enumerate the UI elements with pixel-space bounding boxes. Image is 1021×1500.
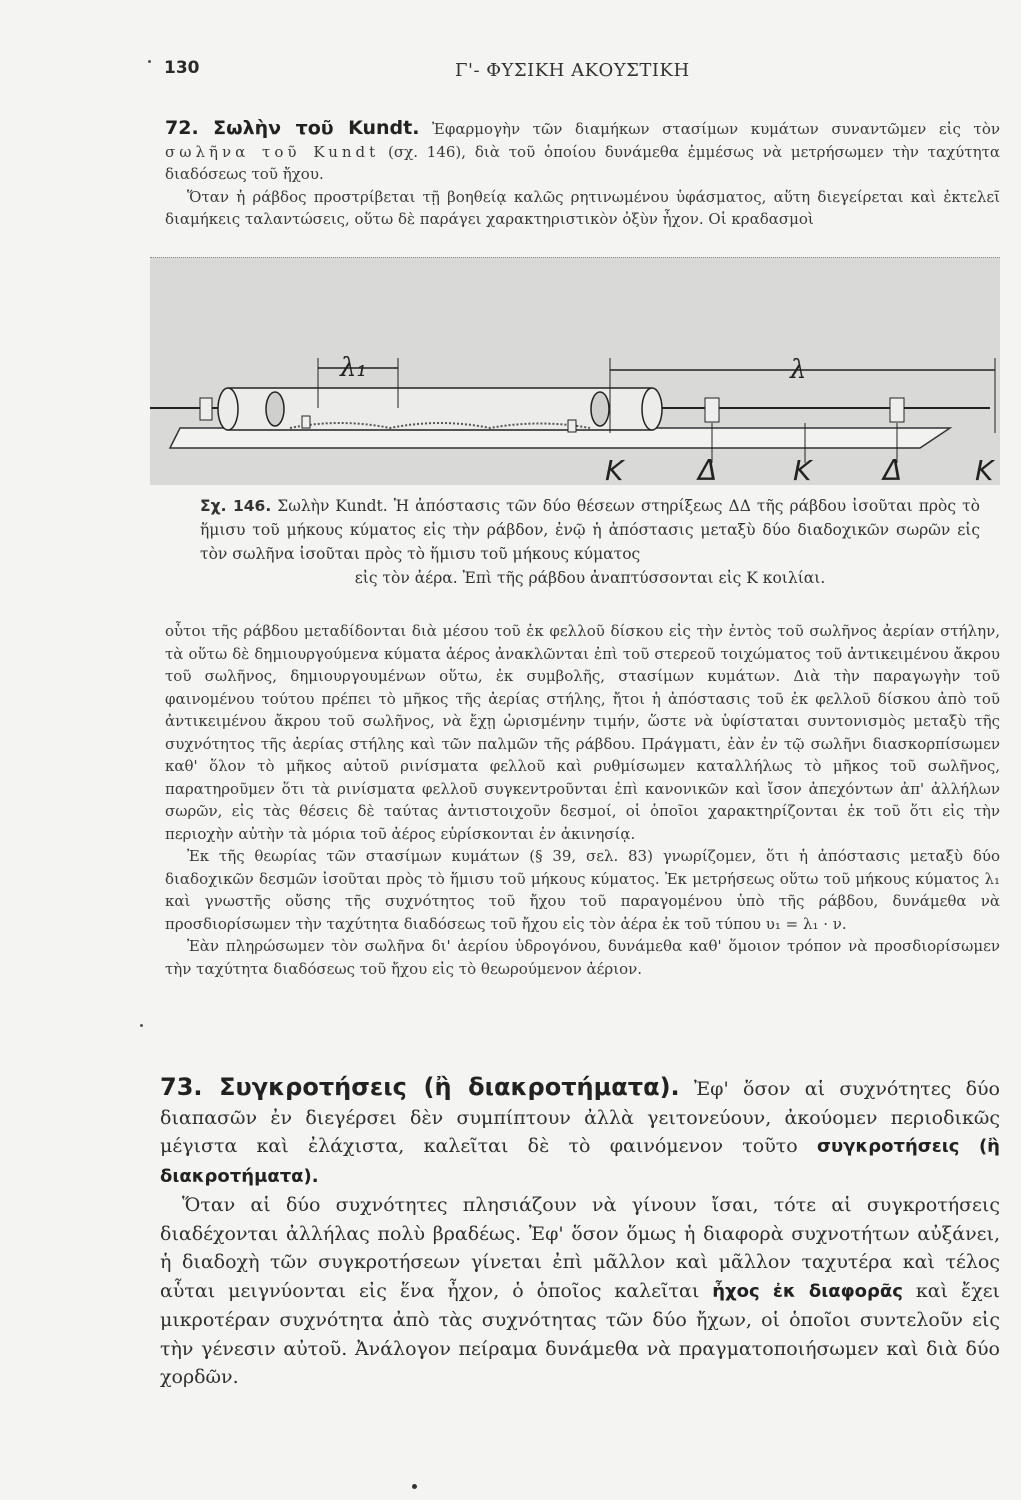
section-73-text-b: Ὅταν αἱ δύο συχνότητες πλησιάζουν νὰ γίνουν ἴσαι, τότε αἱ συγκροτήσεις διαδέχονται ἀλλήλας πολὺ βραδέως. Ἐφ' ὅσον ὅμως ἡ διαφορὰ συχνοτήτων αὐξάνει, ἡ διαδοχὴ τῶν συγκροτήσεων γίνεται ἐπὶ μᾶλλον καὶ μᾶλλον ταχυτέρα καὶ τέλος αὗται μειγνύονται εἰς ἕνα ἦχον, ὁ ὁποῖος καλεῖται (160, 1194, 1000, 1302)
caption-last-line: εἰς τὸν ἀέρα. Ἐπὶ τῆς ράβδου ἀναπτύσσονται εἰς Κ κοιλίαι. (354, 569, 826, 587)
tube-support-1 (302, 416, 310, 428)
label-k-2: K (793, 454, 812, 485)
caption-label: Σχ. 146. (200, 497, 272, 515)
section-73 (160, 1073, 1000, 1392)
section-72-intro (165, 117, 1000, 231)
label-lambda1: λ₁ (340, 353, 367, 383)
label-delta-1: Δ (698, 454, 718, 485)
term-beats: συγκροτήσεις (ἢ διακροτήματα). (160, 1136, 1000, 1187)
caption-text: Σωλὴν Kundt. Ἡ ἀπόστασις τῶν δύο θέσεων στηρίξεως ΔΔ τῆς ράβδου ἰσοῦται πρὸς τὸ ἥμισυ τοῦ μήκους κύματος εἰς τὴν ράβδον, ἐνῷ ἡ ἀπόστασις μεταξὺ δύο διαδοχικῶν σωρῶν εἰς τὸν σωλῆνα ἰσοῦται πρὸς τὸ ἥμισυ τοῦ μήκους κύματος (200, 497, 980, 563)
section-72-paragraph-4: Ἐκ τῆς θεωρίας τῶν στασίμων κυμάτων (§ 39, σελ. 83) γνωρίζομεν, ὅτι ἡ ἀπόστασις μεταξὺ δύο διαδοχικῶν δεσμῶν ἰσοῦται πρὸς τὸ ἥμισυ τοῦ μήκους κύματος. Ἐκ μετρήσεως οὕτω τοῦ μήκους κύματος λ₁ καὶ γνωστῆς οὔσης τῆς συχνότητος τοῦ ἤχου τοῦ παραγομένου ὑπὸ τῆς ράβδου, δυνάμεθα νὰ προσδιορίσωμεν τὴν ταχύτητα διαδόσεως τοῦ ἤχου εἰς τὸν ἀέρα ἐκ τοῦ τύπου υ₁ = λ₁ · ν. (165, 847, 1000, 933)
section-72-body (165, 620, 1000, 980)
print-speck (148, 60, 151, 63)
clamp-left (200, 398, 212, 420)
label-k-3: K (975, 454, 994, 485)
cork-disc (591, 392, 609, 426)
base-board (170, 428, 950, 448)
section-73-paragraph-1 (160, 1073, 1000, 1191)
tube-support-2 (568, 420, 576, 432)
page-number: 130 (164, 58, 200, 78)
section-73-text-a: Ἐφ' ὅσον αἱ συχνότητες δύο διαπασῶν ἐν διεγέρσει δὲν συμπίπτουν ἀλλὰ γειτονεύουν, ἀκούομεν περιοδικῶς μέγιστα καὶ ἐλάχιστα, καλεῖται δὲ τὸ φαινόμενον τοῦτο (160, 1078, 1000, 1157)
section-72-title: 72. Σωλὴν τοῦ Kundt. (165, 117, 420, 139)
section-72-paragraph-5: Ἐὰν πληρώσωμεν τὸν σωλῆνα δι' ἀερίου ὑδρογόνου, δυνάμεθα καθ' ὅμοιον τρόπον νὰ προσδιορίσωμεν τὴν ταχύτητα διαδόσεως τοῦ ἤχου εἰς τὸ θεωρούμενον ἀέριον. (165, 937, 1000, 978)
term-difference-tone: ἦχος ἐκ διαφορᾶς (712, 1280, 903, 1302)
section-73-title: 73. Συγκροτήσεις (ἢ διακροτήματα). (160, 1073, 680, 1101)
figure-146-kundt-tube (150, 257, 1000, 485)
section-73-paragraph-2 (160, 1191, 1000, 1392)
end-plug (266, 392, 284, 426)
section-72-paragraph-2: Ὅταν ἡ ράβδος προστρίβεται τῇ βοηθείᾳ καλῶς ρητινωμένου ὑφάσματος, αὕτη διεγείρεται καὶ ἐκτελεῖ διαμήκεις ταλαντώσεις, οὕτω δὲ παράγει χαρακτηριστικὸν ὀξὺν ἦχον. Οἱ κραδασμοὶ (165, 187, 1000, 228)
label-k-1: K (605, 454, 624, 485)
running-title: Γ'- ΦΥΣΙΚΗ ΑΚΟΥΣΤΙΚΗ (455, 60, 690, 81)
clamp-delta-2 (890, 398, 904, 422)
section-73-text-c: καὶ ἔχει μικροτέραν συχνότητα ἀπὸ τὰς συχνότητας τῶν δύο ἤχων, οἱ ὁποῖοι συντελοῦν εἰς τὴν γένεσιν αὐτοῦ. Ἀνάλογον πείραμα δυνάμεθα νὰ πραγματοποιήσωμεν καὶ διὰ δύο χορδῶν. (160, 1279, 1000, 1388)
clamp-delta-1 (705, 398, 719, 422)
intro-text-a: Ἐφαρμογὴν τῶν διαμήκων στασίμων κυμάτων συναντῶμεν εἰς τὸν (419, 120, 1000, 138)
section-72-first-paragraph (165, 117, 1000, 186)
section-72-paragraph-3: οὗτοι τῆς ράβδου μεταδίδονται διὰ μέσου τοῦ ἐκ φελλοῦ δίσκου εἰς τὴν ἐντὸς τοῦ σωλῆνος ἀερίαν στήλην, τὰ οὕτω δὲ δημιουργούμενα κύματα ἀέρος ἀνακλῶνται ἐπὶ τοῦ στερεοῦ τοιχώματος τοῦ ἀντικειμένου ἄκρου τοῦ σωλῆνος, δημιουργουμένων οὕτω, ἐκ συμβολῆς, στασίμων κυμάτων. Διὰ τὴν παραγωγὴν τοῦ φαινομένου τούτου πρέπει τὸ μῆκος τῆς ἀερίας στήλης, ἤτοι ἡ ἀπόστασις τοῦ ἐκ φελλοῦ δίσκου ἀπὸ τοῦ ἀντικειμένου ἄκρου τοῦ σωλῆνος, νὰ ἔχῃ ὡρισμένην τιμήν, ὥστε νὰ ὑφίσταται συντονισμὸς μεταξὺ τῆς συχνότητος τῆς ἀερίας στήλης καὶ τῶν παλμῶν τῆς ράβδου. Πράγματι, ἐὰν ἐν τῷ σωλῆνι διασκορπίσωμεν καθ' ὅλον τὸ μῆκος αὐτοῦ ρινίσματα φελλοῦ καὶ ρυθμίσωμεν καταλλήλως τὸ μῆκος τοῦ σωλῆνος, παρατηροῦμεν ὅτι τὰ ρινίσματα φελλοῦ συγκεντροῦνται ἐπὶ κανονικῶν καὶ ἴσον ἀπεχόντων ἀπ' ἀλλήλων σωρῶν, εἰς τὰς θέσεις δὲ ταύτας ἀντιστοιχοῦν δεσμοί, οἱ ὁποῖοι χαρακτηρίζονται ἐκ τοῦ ὅτι εἰς τὴν περιοχὴν αὐτὴν τὰ μόρια τοῦ ἀέρος εὑρίσκονται ἐν ἀκινησίᾳ. (165, 622, 1000, 843)
figure-146-caption (200, 494, 980, 590)
print-speck (140, 1024, 143, 1027)
label-lambda: λ (790, 355, 807, 385)
tube-end-left (218, 388, 238, 430)
print-speck (412, 1484, 417, 1489)
kundt-tube-drawing (150, 258, 1000, 485)
tube-end-right (642, 388, 662, 430)
intro-text-b: (σχ. 146), διὰ τοῦ ὁποίου δυνάμεθα ἐμμέσως νὰ μετρήσωμεν τὴν ταχύτητα διαδόσεως τοῦ ἤχου. (165, 142, 1000, 183)
label-delta-2: Δ (883, 454, 903, 485)
intro-spaced-term: σωλῆνα τοῦ Kundt (165, 142, 380, 161)
